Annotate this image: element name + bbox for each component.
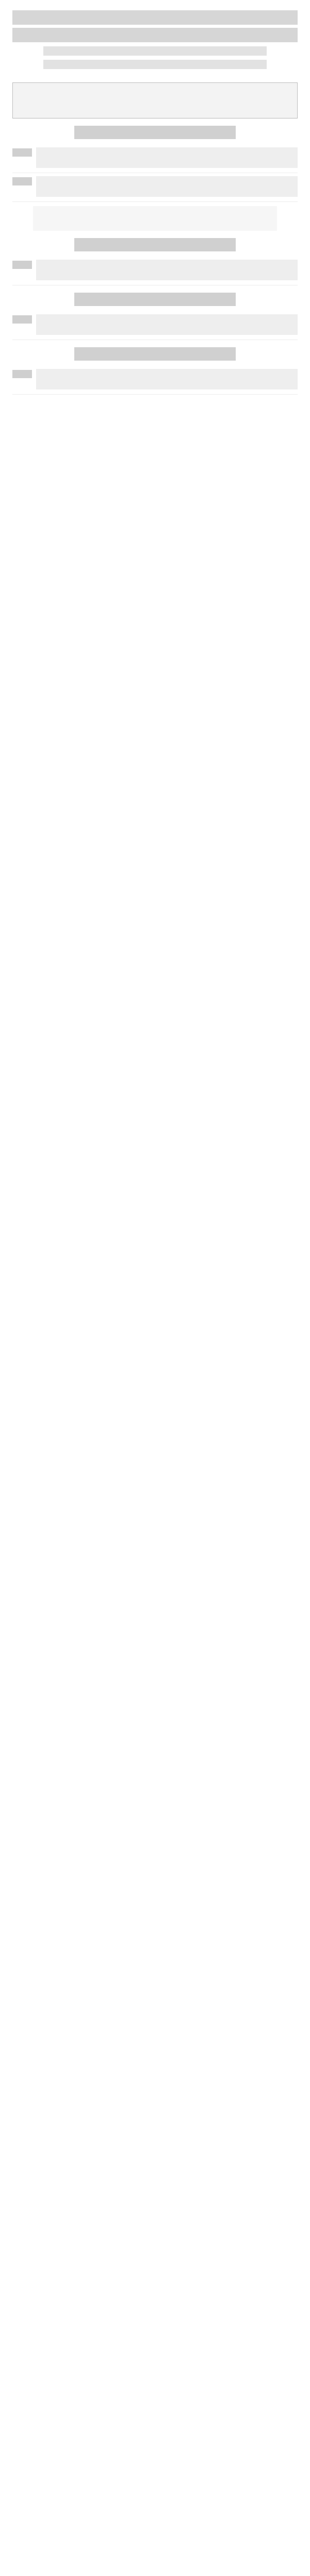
question-text (36, 260, 298, 280)
paper-title (12, 10, 298, 25)
question-item (12, 366, 298, 395)
time-label (43, 46, 267, 56)
section-c (12, 293, 298, 340)
section-b (12, 238, 298, 285)
marks-label (43, 60, 267, 69)
question-item (12, 144, 298, 173)
paper-header (0, 0, 310, 77)
question-number (12, 261, 32, 269)
question-item (12, 257, 298, 285)
question-number (12, 148, 32, 157)
question-text (36, 369, 298, 389)
section-heading (74, 293, 236, 306)
section-d (12, 347, 298, 395)
section-a (12, 126, 298, 231)
watermark (33, 206, 277, 231)
section-heading (74, 238, 236, 251)
question-text (36, 147, 298, 168)
section-heading (74, 347, 236, 361)
question-text (36, 314, 298, 335)
question-number (12, 177, 32, 185)
question-number (12, 370, 32, 378)
instructions-box (12, 82, 298, 118)
section-heading (74, 126, 236, 139)
question-item (12, 311, 298, 340)
question-item (12, 173, 298, 202)
paper-subtitle (12, 28, 298, 42)
question-text (36, 176, 298, 197)
question-number (12, 315, 32, 324)
